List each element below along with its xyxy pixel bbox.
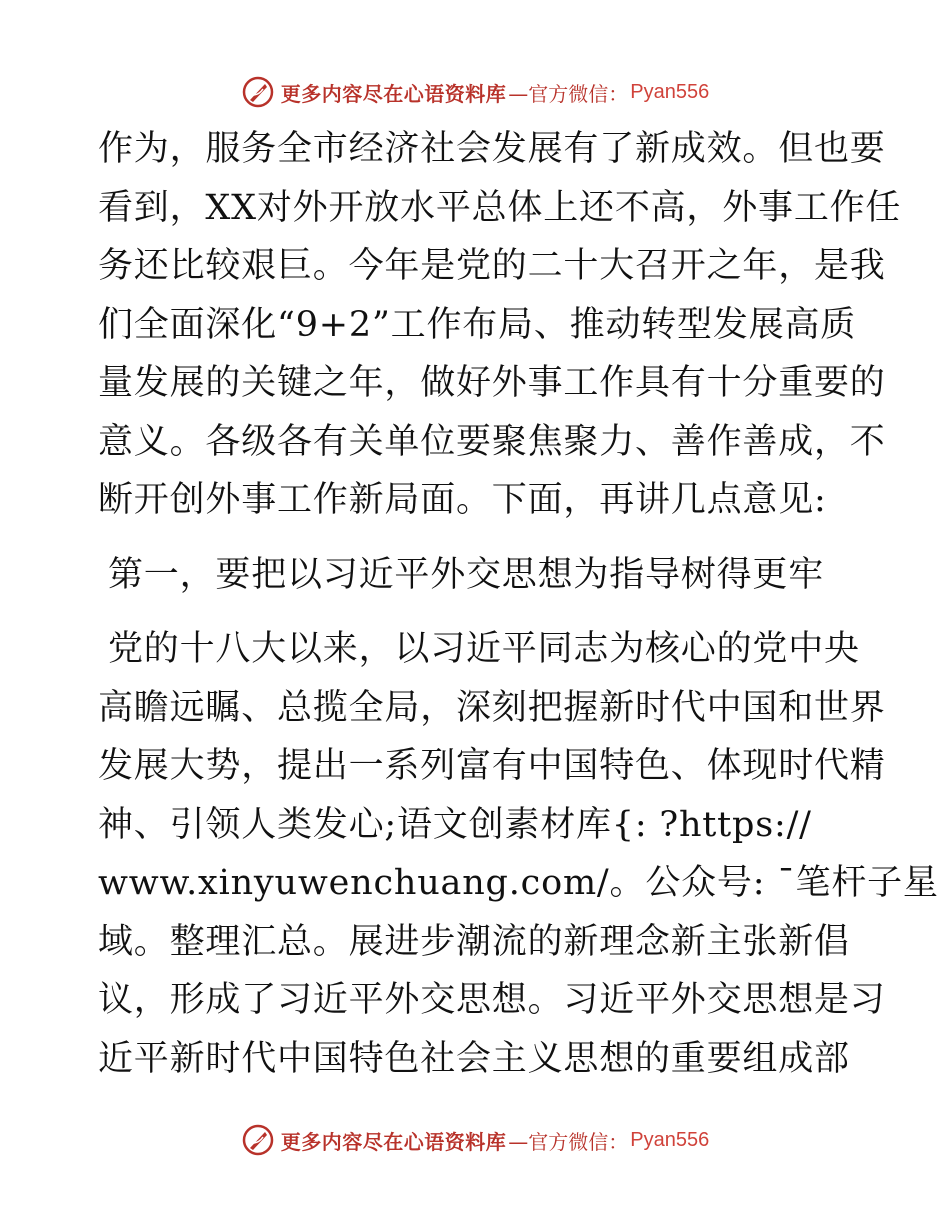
text-line: 高瞻远瞩、总揽全局，深刻把握新时代中国和世界 (98, 687, 886, 728)
watermark-separator: —官方微信： (508, 81, 629, 106)
text-line: 发展大势，提出一系列富有中国特色、体现时代精 (98, 746, 886, 786)
text-line: 党的十八大以来，以习近平同志为核心的党中央 (108, 629, 860, 669)
paragraph-1 (98, 120, 902, 530)
paragraph-2 (98, 620, 939, 1088)
text-line: 看到，XX对外开放水平总体上还不高，外事工作任 (98, 187, 902, 228)
text-line: 域。整理汇总。展进步潮流的新理念新主张新倡 (98, 921, 850, 962)
watermark-wechat-id: Pyan556 (630, 80, 710, 103)
text-line: 量发展的关键之年，做好外事工作具有十分重要的 (98, 363, 886, 403)
text-line: 作为，服务全市经济社会发展有了新成效。但也要 (98, 129, 886, 169)
header-watermark (0, 72, 950, 112)
footer-watermark (0, 1120, 950, 1160)
text-line: 议，形成了习近平外交思想。习近平外交思想是习 (98, 980, 886, 1020)
watermark-brand: 更多内容尽在心语资料库 (280, 1129, 507, 1154)
text-line: 近平新时代中国特色社会主义思想的重要组成部 (98, 1038, 850, 1079)
document-body (98, 120, 939, 1088)
quill-logo-icon (241, 1123, 275, 1157)
watermark-separator: —官方微信： (508, 1129, 629, 1154)
text-line: 神、引领人类发心;语文创素材库{: ?https:// (98, 804, 812, 845)
text-line: 意义。各级各有关单位要聚焦聚力、善作善成，不 (98, 421, 886, 462)
watermark-wechat-id: Pyan556 (630, 1128, 710, 1151)
text-line: 务还比较艰巨。今年是党的二十大召开之年，是我 (98, 246, 886, 286)
text-line: 断开创外事工作新局面。下面，再讲几点意见: (98, 480, 827, 520)
text-line: 们全面深化“9+2”工作布局、推动转型发展高质 (98, 304, 857, 345)
text-line: www.xinyuwenchuang.com/。公众号: ¯笔杆子星 (98, 863, 939, 903)
watermark-brand: 更多内容尽在心语资料库 (280, 81, 507, 106)
section-heading: 第一，要把以习近平外交思想为指导树得更牢 (108, 554, 825, 595)
quill-logo-icon (241, 75, 275, 109)
